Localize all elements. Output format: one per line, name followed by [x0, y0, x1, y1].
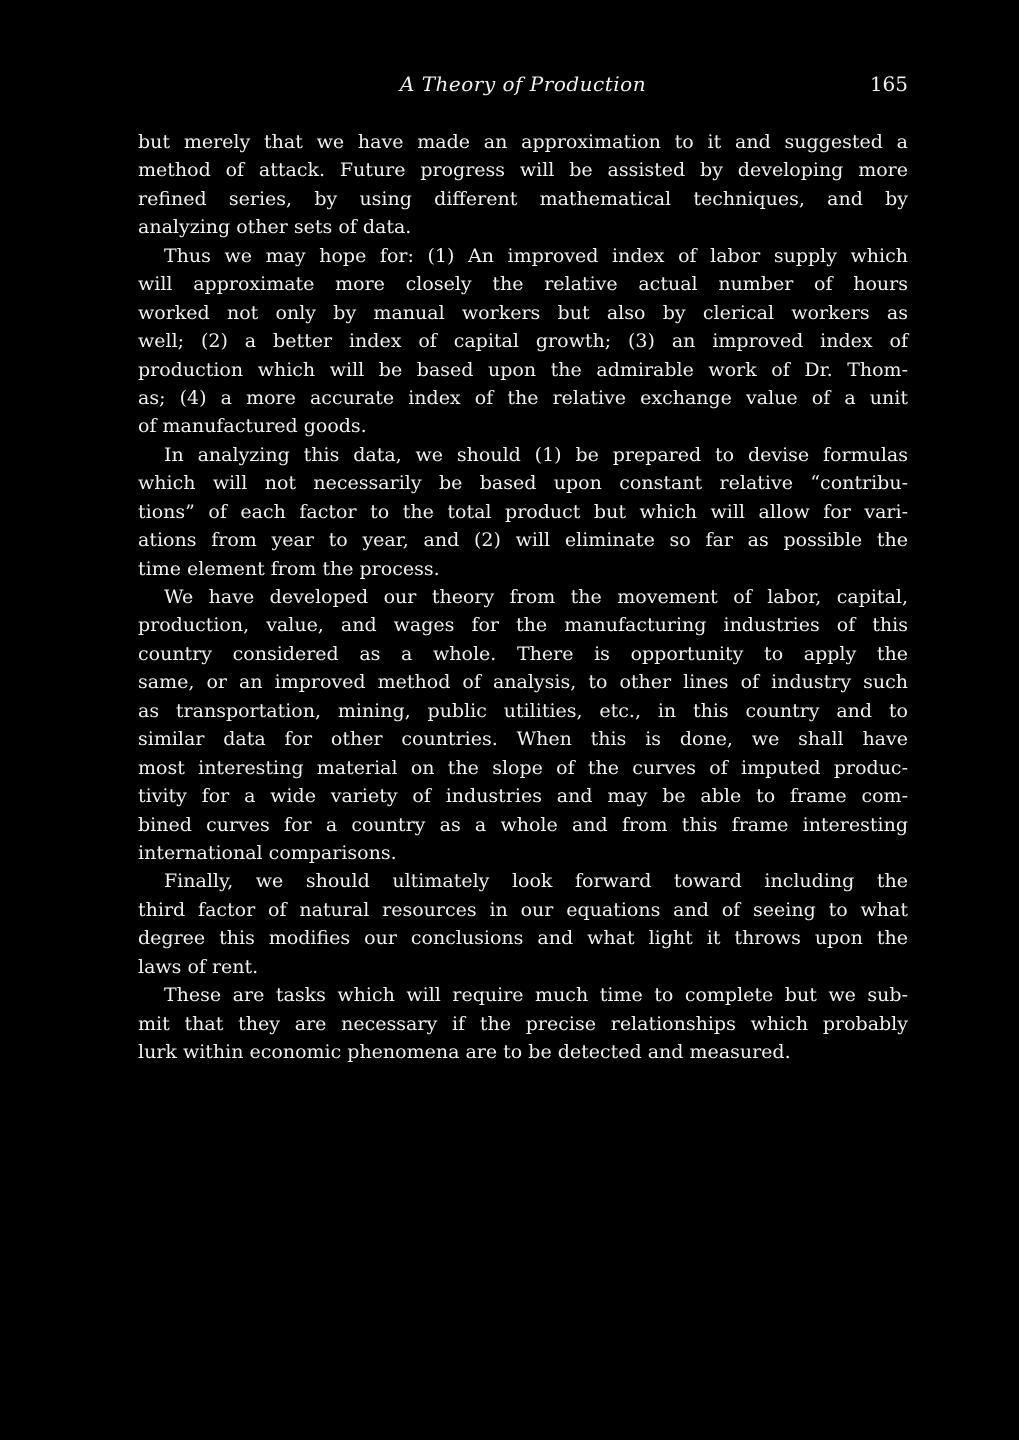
text-line: as; (4) a more accurate index of the relative exchange value of a unit — [138, 386, 908, 409]
text-line: degree this modifies our conclusions and what light it throws upon the — [138, 927, 908, 950]
text-line: which will not necessarily be based upon constant relative “contribu- — [138, 472, 908, 495]
body-text — [138, 128, 908, 1066]
paragraph — [138, 242, 908, 441]
paragraph — [138, 128, 908, 242]
text-line: ations from year to year, and (2) will eliminate so far as possible the — [138, 529, 908, 552]
text-line: same, or an improved method of analysis, to other lines of industry such — [138, 671, 908, 694]
text-line: bined curves for a country as a whole and from this frame interesting — [138, 813, 908, 836]
text-line: refined series, by using different mathematical techniques, and by — [138, 187, 908, 210]
text-line: of manufactured goods. — [138, 415, 367, 438]
running-title: A Theory of Production — [399, 72, 647, 96]
text-line: tions” of each factor to the total product but which will allow for vari- — [138, 500, 908, 523]
paragraph — [138, 583, 908, 867]
text-line: These are tasks which will require much time to complete but we sub- — [164, 984, 908, 1007]
paragraph — [138, 441, 908, 583]
text-line: but merely that we have made an approximation to it and suggested a — [138, 131, 908, 153]
text-line: method of attack. Future progress will be assisted by developing more — [138, 159, 908, 182]
text-line: country considered as a whole. There is opportunity to apply the — [138, 642, 908, 665]
text-line: laws of rent. — [138, 955, 259, 978]
text-line: Finally, we should ultimately look forward toward including the — [164, 870, 908, 893]
text-line: We have developed our theory from the movement of labor, capital, — [164, 586, 908, 608]
text-line: worked not only by manual workers but also by clerical workers as — [138, 301, 908, 324]
page-number: 165 — [869, 72, 908, 96]
text-line: production which will be based upon the admirable work of Dr. Thom- — [138, 358, 908, 381]
text-line: tivity for a wide variety of industries and may be able to frame com- — [138, 785, 908, 808]
text-line: well; (2) a better index of capital growth; (3) an improved index of — [138, 330, 908, 353]
text-line: In analyzing this data, we should (1) be prepared to devise formulas — [164, 443, 908, 466]
text-line: international comparisons. — [138, 841, 397, 864]
text-line: will approximate more closely the relative actual number of hours — [138, 273, 908, 296]
text-line: similar data for other countries. When this is done, we shall have — [138, 728, 908, 751]
paragraph — [138, 981, 908, 1066]
paragraph — [138, 867, 908, 981]
text-line: production, value, and wages for the manufacturing industries of this — [138, 614, 908, 637]
text-line: as transportation, mining, public utilities, etc., in this country and to — [138, 699, 908, 722]
text-line: third factor of natural resources in our equations and of seeing to what — [138, 898, 908, 921]
text-line: lurk within economic phenomena are to be detected and measured. — [138, 1041, 791, 1063]
text-line: time element from the process. — [138, 557, 440, 580]
running-header — [138, 72, 908, 102]
text-line: mit that they are necessary if the precise relationships which probably — [138, 1012, 908, 1035]
text-line: Thus we may hope for: (1) An improved index of labor supply which — [164, 244, 908, 267]
text-line: analyzing other sets of data. — [138, 216, 412, 239]
text-line: most interesting material on the slope of the curves of imputed produc- — [138, 756, 908, 779]
